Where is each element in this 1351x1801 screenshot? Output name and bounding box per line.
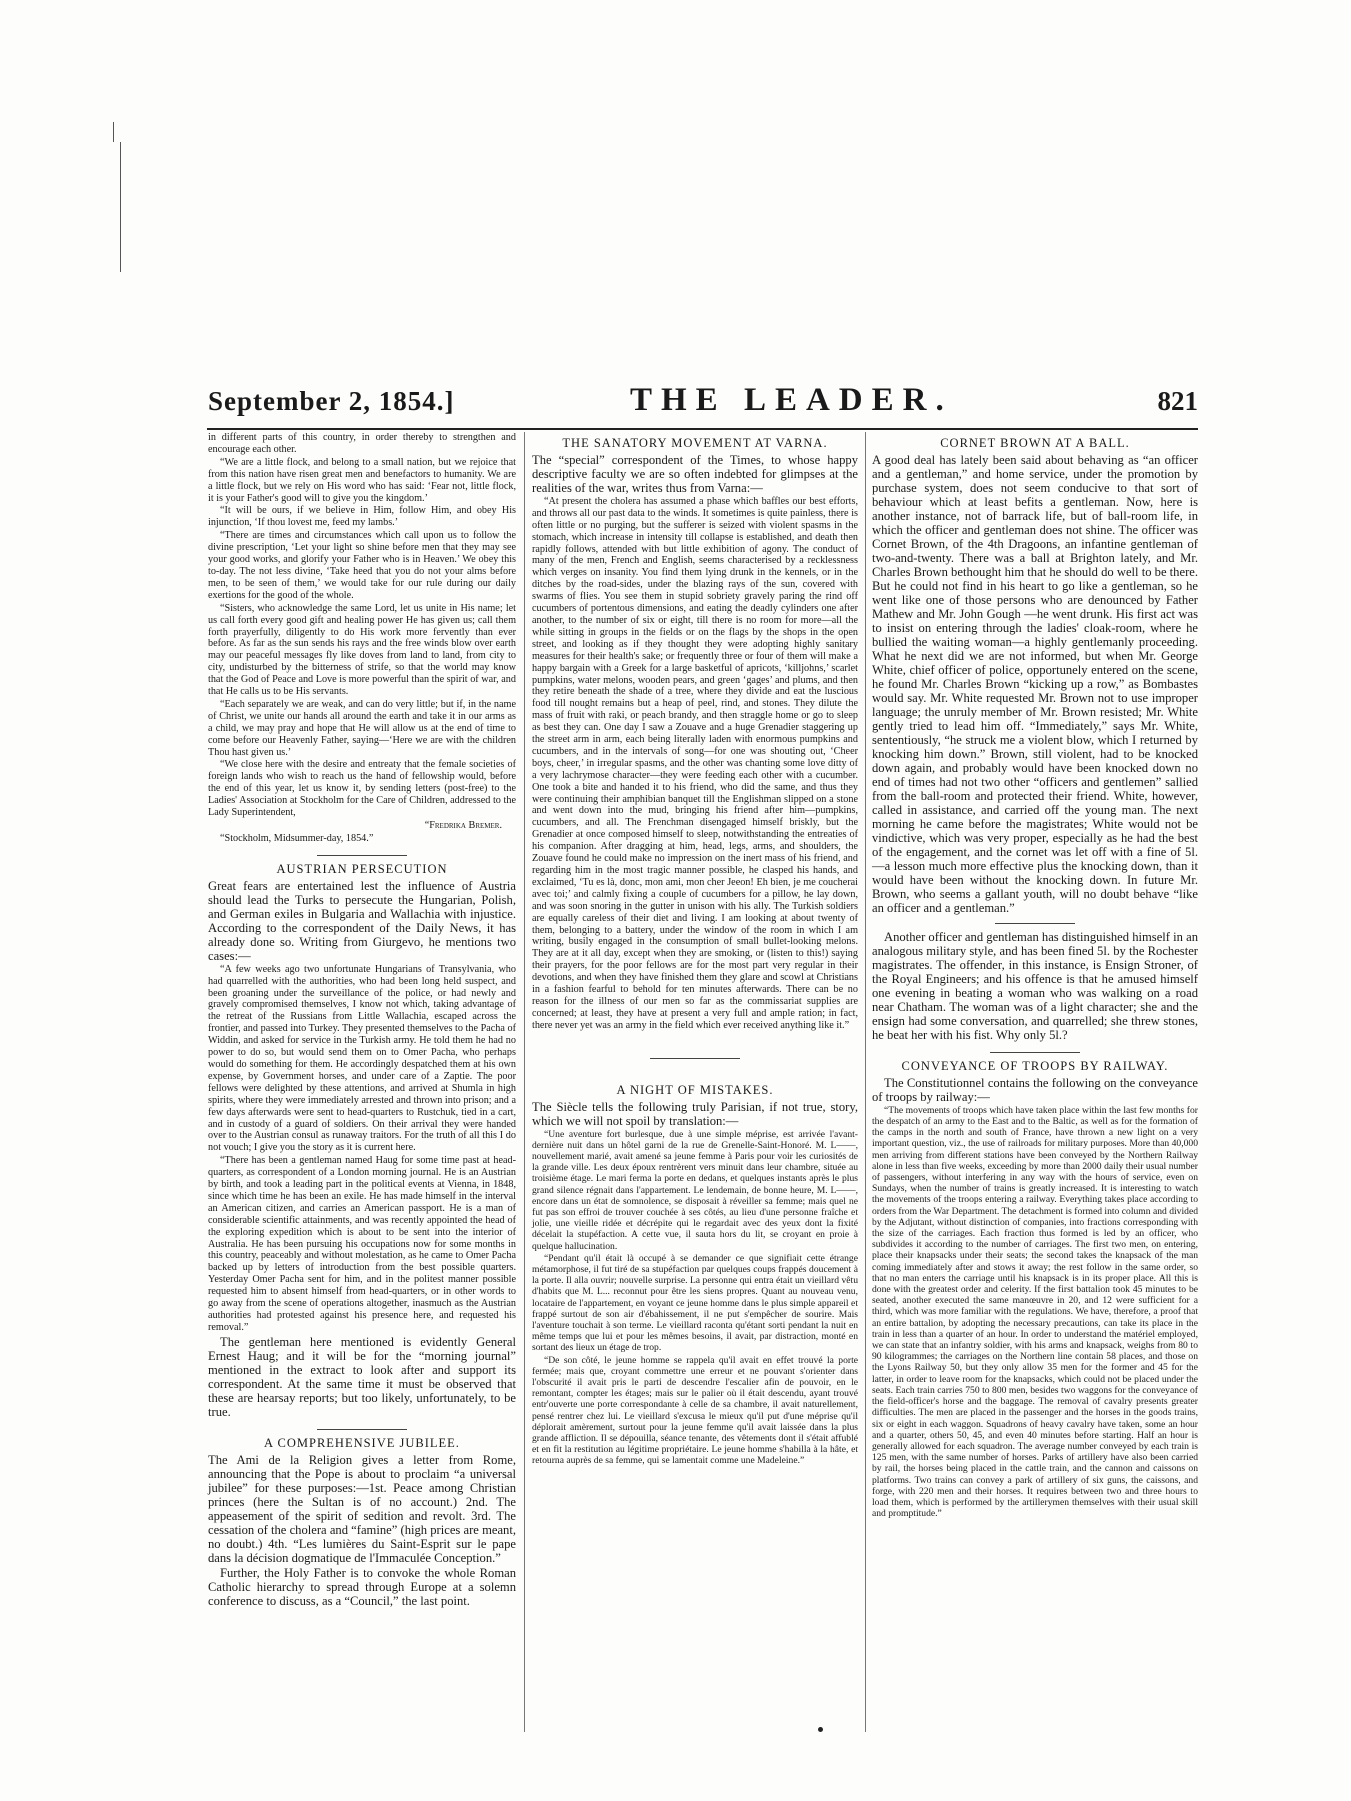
paragraph: Another officer and gentleman has distinguished himself in an analogous military style, and has been fined 5l. by the Rochester magistrates. The offender, in this instance, is Ensign Stroner, of the Royal Engineers; and his offence is that he amused himself one evening in beating a woman who was walking on a road near Chatham. The woman was of a light character; she and the ensign had some conversation, and quarrelled; she threw stones, he beat her with his fist. Why only 5l.? [872,929,1198,1042]
lead-paragraph: The Ami de la Religion gives a letter from Rome, announcing that the Pope is about to proclaim “a universal jubilee” for these purposes:—1st. Peace among Christian princes (here the Sultan is of no account.) 2nd. The appeasement of the spirit of sedition and revolt. 3rd. The cessation of the cholera and “famine” (high prices are meant, no doubt.) 4th. “Les lumières du Saint-Esprit sur le pape dans la décision dogmatique de l'Immaculée Conception.” [208,1452,516,1565]
lead-paragraph: The “special” correspondent of the Times, to whose happy descriptive faculty we are so often indebted for glimpses at the realities of the war, writes thus from Varna:— [532,452,858,495]
paragraph: “There has been a gentleman named Haug for some time past at head-quarters, as correspondent of a London morning journal. He is an Austrian by birth, and took a leading part in the political events at Vienna, in 1848, since which time he has been an exile. He has made himself in the interval an American citizen, and carries an American passport. He is a man of considerable scientific attainments, and was recently appointed the head of the exploring expedition which is about to be sent into the interior of Australia. He has been pursuing his occupations now for some months in this country, peaceably and without molestation, as he came to Omer Pacha backed up by letters of introduction from the best possible quarters. Yesterday Omer Pacha sent for him, and in the politest manner possible requested him to absent himself from head-quarters, or in other words to go away from the scene of operations altogether, inasmuch as the Austrian authorities had protested against his presence here, and requested his removal.” [208,1155,516,1333]
lead-paragraph: The Constitutionnel contains the following on the conveyance of troops by railway:— [872,1075,1198,1104]
paragraph: “Une aventure fort burlesque, due à une simple méprise, est arrivée l'avant-dernière nuit dans un hôtel garni de la rue de Grenelle-Saint-Honoré. M. L——, nouvellement marié, avait amené sa jeune femme à Paris pour voir les curiosités de la grande ville. Les deux époux rentrèrent vers minuit dans leur chambre, située au troisième étage. Le mari ferma la porte en dedans, et quelques instants après le plus grand silence régnait dans l'appartement. Le lendemain, de bonne heure, M. L——, encore dans un état de somnolence, se disposait à réveiller sa femme; mais quel ne fut pas son effroi de trouver couchée à ses côtés, au lieu d'une personne fraîche et jolie, une vieille ridée et décrépite qui le regardait avec des yeux dont la fixité décelait la stupéfaction. A cette vue, il sauta hors du lit, se croyant en proie à quelque hallucination. [532,1128,858,1252]
column-divider-1 [524,432,525,1732]
paragraph: “Pendant qu'il était là occupé à se demander ce que signifiait cette étrange métamorphose, il fut tiré de sa stupéfaction par quelques coups frappés doucement à la porte. Il alla ouvrir; nouvelle surprise. La personne qui entra était un vieillard vêtu d'habits que M. L... reconnut pour être les siens propres. Quant au nouveau venu, locataire de l'appartement, en voyant ce jeune homme dans le plus simple appareil et frappé surtout de son air d'ébahissement, il ne put s'empêcher de sourire. Mais l'aventure touchait à son terme. Le vieillard raconta qu'étant sorti pendant la nuit en même temps que lui et pour les mêmes besoins, il avait, par distraction, monté en sortant des lieux un étage de trop. [532,1252,858,1354]
paragraph: “We close here with the desire and entreaty that the female societies of foreign lands who wish to reach us the hand of fellowship would, before the end of this year, let us know it, by sending letters (post-free) to the Ladies' Association at Stockholm for the Care of Children, addressed to the Lady Superintendent, [208,759,516,819]
column-2 [532,432,858,1468]
left-margin-mark-lower [120,142,121,272]
column-3 [872,432,1198,1520]
paragraph: “A few weeks ago two unfortunate Hungarians of Transylvania, who had quarrelled with the authorities, who had been long held suspect, and been groaning under the surveillance of the police, or had newly and gravely compromised themselves, I know not which, taking advantage of the retreat of the Russians from Little Wallachia, escaped across the frontier, and passed into Turkey. They presented themselves to the Pacha of Widdin, and asked for service in the Turkish army. He told them he had no power to do so, but would send them on to Omer Pacha, who perhaps would do something for them. He accordingly despatched them at his own expense, by Government horses, and under care of a Zaptie. The poor fellows were delighted by these attentions, and arrived at Shumla in high spirits, where they were immediately arrested and thrown into prison; and a few days afterwards were sent to head-quarters to Rustchuk, tied in a cart, and in custody of a guard of soldiers. On their arrival they were handed over to the Austrian consul as runaway traitors. For the truth of all this I do not vouch; I give you the story as it is current here. [208,963,516,1154]
headline-conveyance-of-troops: CONVEYANCE OF TROOPS BY RAILWAY. [901,1058,1169,1073]
column-divider-2 [865,432,866,1732]
headline-comprehensive-jubilee: A COMPREHENSIVE JUBILEE. [264,1435,460,1450]
paragraph: “De son côté, le jeune homme se rappela qu'il avait en effet trouvé la porte fermée; mais que, croyant commettre une erreur et ne pouvant s'orienter dans l'obscurité il avait pris le parti de descendre l'escalier afin de pouvoir, en le remontant, compter les étages; mais sur le palier où il était descendu, ayant trouvé entr'ouverte une porte correspondante à celle de sa chambre, il avait naturellement, pensé rentrer chez lui. Le vieillard s'excusa le mieux qu'il put d'une méprise qu'il déplorait amèrement, surtout pour la jeune femme qu'il avait laissée dans la plus grande affliction. Il se dépouilla, séance tenante, des vêtements dont il s'était affublé et en fit la restitution au légitime propriétaire. Le jeune homme s'habilla à la hâte, et retourna auprès de sa femme, qui se lamentait comme une Madeleine.” [532,1354,858,1467]
headline-cornet-brown: CORNET BROWN AT A BALL. [940,436,1130,450]
dateline: “Stockholm, Midsummer-day, 1854.” [220,832,374,844]
lead-paragraph: A good deal has lately been said about behaving as “an officer and a gentleman,” and home service, under the promotion by purchase system, does not seem conducive to that sort of behaviour which at least befits a gentleman. Now, here is another instance, not of barrack life, but of ball-room life, in which the officer and gentleman does not shine. The officer was Cornet Brown, of the 4th Dragoons, an infantine gentleman of two-and-twenty. There was a ball at Brighton lately, and Mr. Charles Brown bethought him that he should do well to be there. But he could not find in his heart to go like a gentleman, so he went like one of those persons who are denounced by Father Mathew and Mr. John Gough —he went drunk. His first act was to insist on entering through the ladies' cloak-room, where he bullied the waiting woman—a highly gentlemanly proceeding. What he next did we are not informed, but when Mr. George White, chief officer of police, opportunely entered on the scene, he found Mr. Charles Brown “kicking up a row,” as Bombastes would say. Mr. White requested Mr. Brown not to use improper language; the unruly member of Mr. Brown resisted; Mr. White gently tried to lead him off. “Immediately,” says Mr. White, sententiously, “he struck me a violent blow, which I returned by knocking him down.” Brown, still violent, had to be knocked down again, and probably would have been knocked down no end of times had not two other “officers and gentlemen” sallied from the ball-room and protected their friend. White, however, called in assistance, and carried off the young man. The next morning he came before the magistrates; White would not be vindictive, which was very proper, especially as he had the best of the engagement, and the cornet was let off with a fine of 5l.—a lesson much more effective plus the knocking down, than it would have been without the knocking down. In future Mr. Brown, who seems a gallant youth, will no doubt behave “like an officer and a gentleman.” [872,452,1198,915]
headline-night-of-mistakes: A NIGHT OF MISTAKES. [616,1082,774,1097]
paragraph: “Sisters, who acknowledge the same Lord, let us unite in His name; let us call forth every good gift and healing power He has given us; call them forth prayerfully, diligently to do His work more fervently than ever before. As far as the sun sends his rays and the free winds blow over earth may our peaceful messages fly like doves from land to land, from city to city, undisturbed by the bitterness of strife, so that the world may know that the God of Peace and Love is more powerful than the spirit of war, and that He calls us to be His servants. [208,602,516,698]
paragraph: “The movements of troops which have taken place within the last few months for the despatch of an army to the East and to the Baltic, as well as for the formation of the camps in the north and south of France, have thrown a new light on a very important question, viz., the use of railroads for military purposes. More than 40,000 men arriving from different stations have been conveyed by the Northern Railway alone in less than five weeks, exceeding by more than 2000 daily their usual number of passengers, without interfering in any way with the hours of service, even on Sundays, when the number of trains is greatly increased. It is interesting to watch the movements of the troops entering a railway. Everything takes place according to orders from the War Department. The detachment is formed into column and divided by the Adjutant, without distinction of companies, into fractions corresponding with the size of the carriages. Each fraction thus formed is led by an officer, who subdivides it according to the number of carriages. The first two men, on entering, place their knapsacks under their seats; the second takes the knapsack of the man coming immediately after and stows it away; the rest follow in the same order, so that no man enters the carriage until his knapsack is in its proper place. All this is done with the greatest order and celerity. If the first battalion took 45 minutes to be seated, another executed the same manœuvre in 20, and 12 were sufficient for a third, which was more familiar with the regulations. We have, therefore, a proof that an entire battalion, by adopting the necessary precautions, can take its place in the train in less than a quarter of an hour. In order to understand the matériel employed, we can state that an infantry soldier, with his arms and knapsack, weighs from 80 to 90 kilogrammes; the carriages on the Northern line contain 58 places, and those on the Lyons Railway 50, but they only allow 35 men for the former and 45 for the latter, in order to leave room for the knapsacks, which could not be placed under the seats. Each train carries 750 to 800 men, besides two waggons for the conveyance of the field-officer's horse and the baggage. The removal of cavalry presents greater difficulties. The men are placed in the passenger and the horses in the goods trains, six or eight in each waggon. Squadrons of heavy cavalry have taken, some an hour and a quarter, others 50, 45, and even 40 minutes before starting. Half an hour is generally allowed for each squadron. The average number conveyed by each train is 125 men, with the same number of horses. Parks of artillery have also been carried by rail, the horses being placed in the cattle train, and the cannon and caissons on platforms. Two trains can convey a park of artillery of six guns, the caissons, and forge, with 220 men and their horses. It requires between two and three hours to load them, which is performed by the artillerymen themselves with their usual skill and promptitude.” [872,1104,1198,1520]
paragraph: Further, the Holy Father is to convoke the whole Roman Catholic hierarchy to spread through Europe at a solemn conference to discuss, as a “Council,” the last point. [208,1565,516,1608]
masthead-rule [207,428,1198,430]
lead-paragraph: Great fears are entertained lest the influence of Austria should lead the Turks to persecute the Hungarian, Polish, and German exiles in Bulgaria and Wallachia with injustice. According to the correspondent of the Daily News, it has already done so. Writing from Giurgevo, he mentions two cases:— [208,878,516,963]
signature: “Fredrika Bremer. [424,820,502,831]
paragraph: “Each separately we are weak, and can do very little; but if, in the name of Christ, we unite our hands all around the earth and take it in our arms as a child, we may pray and hope that He will allow us at the end of time to come before our Heavenly Father, saying—‘Here we are with the children Thou hast given us.’ [208,698,516,758]
article-separator [990,1052,1080,1053]
article-separator [995,923,1075,924]
article-separator [317,855,407,856]
paragraph: “At present the cholera has assumed a phase which baffles our best efforts, and throws all our past data to the winds. It sometimes is quite painless, there is often little or no purging, but the sufferer is seized with violent spasms in the stomach, which increase in intensity till collapse is established, and death then rapidly follows, attended with but little exhibition of agony. The conduct of many of the men, French and English, seems characterised by a recklessness which verges on insanity. You find them lying drunk in the kennels, or in the ditches by the road-sides, under the blazing rays of the sun, covered with swarms of flies. You see them in stupid sobriety gravely paring the rind off cucumbers of portentous dimensions, and eating the deadly cylinders one after another, to the number of six or eight, till there is no room for more—all the while sitting in groups in the fields or on the flags by the shops in the open street, and looking as if they thought they were adopting highly sanitary measures for their health's sake; or frequently three or four of them will make a happy bargain with a Greek for a large basketful of apricots, ‘killjohns,’ scarlet pumpkins, water melons, wooden pears, and green ‘gages’ and plums, and then they retire beneath the shade of a tree, where they divide and eat the luscious food till nought remains but a heap of peel, rind, and stones. They dilute the mass of fruit with raki, or peach brandy, and then straggle home or go to sleep as best they can. One day I saw a Zouave and a huge Grenadier staggering up the street arm in arm, each being literally laden with enormous pumpkins and cucumbers, and in the intervals of song—for one was shouting out, ‘Cheer boys, cheer,’ in irregular spasms, and the other was chanting some love ditty of a very lachrymose character—they were feeding each other with a cucumber. One took a bite and handed it to his friend, who did the same, and thus they were continuing their amphibian banquet till the Englishman slipped on a stone and went down into the mud, bringing his friend after him—pumpkins, cucumbers, and all. The Frenchman disengaged himself briskly, but the Grenadier at once composed himself to sleep, notwithstanding the entreaties of his companion. After dragging at him, head, legs, arms, and shoulders, the Zouave found he could make no impression on the inert mass of his friend, and regarding him in the most tragic manner possible, he clasped his hands, and exclaimed, ‘Tu es là, donc, mon ami, mon cher Jeeon! Eh bien, je me coucherai avec toi;’ and calmly fixing a couple of cucumbers for a pillow, he lay down, and was soon snoring in the gutter in unison with his ally. The Turkish soldiers are equally careless of their diet and living. I am looking at about twenty of them, belonging to a battery, under the window of the room in which I am writing, busily engaged in the consumption of small bullet-looking melons. They are at it all day, except when they are smoking, or (listen to this!) saying their prayers, for the poor fellows are for the most part very regular in their devotions, and when they have finished them they glare and scowl at Christians in a fashion fearful to behold for ten minutes afterwards. There can be no reason for the illness of our men so far as the commissariat supplies are concerned; at least, they have at present a very full and ample ration; in fact, there never yet was an army in the field which ever received anything like it.” [532,495,858,1031]
paragraph: “We are a little flock, and belong to a small nation, but we rejoice that from this nation have risen great men and benefactors to humanity. We are a little flock, but we rely on His word who has said: ‘Fear not, little flock, it is your Father's good will to give you the kingdom.’ [208,456,516,504]
article-separator [317,1429,407,1430]
paragraph: “It will be ours, if we believe in Him, follow Him, and obey His injunction, ‘If thou lovest me, feed my lambs.’ [208,505,516,529]
headline-austrian-persecution: AUSTRIAN PERSECUTION [276,861,448,876]
paragraph: “There are times and circumstances which call upon us to follow the divine prescription, ‘Let your light so shine before men that they may see your good works, and glorify your Father who is in Heaven.’ We obey this to-day. The not less divine, ‘Take heed that you do not your alms before men, to be seen of them,’ we would take for our rule during our daily exertions for the good of the whole. [208,530,516,601]
newspaper-title: THE LEADER. [630,382,953,418]
masthead [208,382,1198,422]
paragraph: in different parts of this country, in order thereby to strengthen and encourage each other. [208,432,516,455]
page-number: 821 [1157,386,1198,416]
paragraph: The gentleman here mentioned is evidently General Ernest Haug; and it will be for the “morning journal” mentioned in the extract to look after and support its correspondent. At the same time it must be observed that these are hearsay reports; but too likely, unfortunately, to be true. [208,1334,516,1419]
article-separator [650,1058,740,1059]
issue-date: September 2, 1854.] [208,386,455,416]
headline-sanatory-movement: THE SANATORY MOVEMENT AT VARNA. [562,436,828,450]
column-1 [208,432,516,1609]
ink-dot [818,1727,823,1732]
lead-paragraph: The Siècle tells the following truly Parisian, if not true, story, which we will not spoil by translation:— [532,1099,858,1128]
left-margin-mark [113,122,114,142]
